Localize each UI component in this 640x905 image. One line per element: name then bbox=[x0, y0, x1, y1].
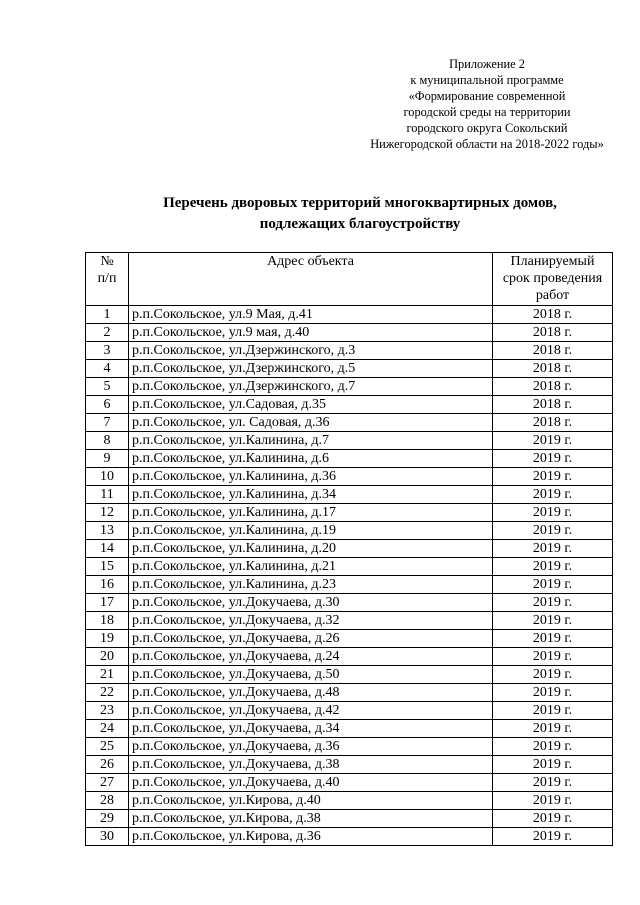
row-number: 11 bbox=[86, 486, 129, 504]
row-number: 10 bbox=[86, 468, 129, 486]
row-year: 2019 г. bbox=[493, 792, 613, 810]
row-number: 4 bbox=[86, 360, 129, 378]
row-number: 27 bbox=[86, 774, 129, 792]
row-number: 25 bbox=[86, 738, 129, 756]
row-year: 2019 г. bbox=[493, 684, 613, 702]
table-row bbox=[86, 792, 613, 810]
table-row bbox=[86, 360, 613, 378]
appendix-line: Нижегородской области на 2018-2022 годы» bbox=[370, 137, 604, 151]
table-row bbox=[86, 342, 613, 360]
row-year: 2019 г. bbox=[493, 432, 613, 450]
row-address: р.п.Сокольское, ул.Дзержинского, д.5 bbox=[129, 360, 493, 378]
row-year: 2019 г. bbox=[493, 504, 613, 522]
table-row bbox=[86, 432, 613, 450]
table-row bbox=[86, 684, 613, 702]
header-term-line: срок проведения bbox=[502, 271, 603, 286]
table-row bbox=[86, 414, 613, 432]
row-number: 8 bbox=[86, 432, 129, 450]
row-number: 30 bbox=[86, 828, 129, 846]
row-year: 2019 г. bbox=[493, 720, 613, 738]
row-number: 1 bbox=[86, 306, 129, 324]
row-address: р.п.Сокольское, ул.Садовая, д.35 bbox=[129, 396, 493, 414]
row-year: 2019 г. bbox=[493, 612, 613, 630]
row-number: 19 bbox=[86, 630, 129, 648]
row-year: 2019 г. bbox=[493, 666, 613, 684]
row-address: р.п.Сокольское, ул. Садовая, д.36 bbox=[129, 414, 493, 432]
table-row bbox=[86, 396, 613, 414]
header-address: Адрес объекта bbox=[129, 253, 493, 306]
row-number: 20 bbox=[86, 648, 129, 666]
row-address: р.п.Сокольское, ул.Докучаева, д.24 bbox=[129, 648, 493, 666]
row-address: р.п.Сокольское, ул.Докучаева, д.42 bbox=[129, 702, 493, 720]
row-address: р.п.Сокольское, ул.Калинина, д.21 bbox=[129, 558, 493, 576]
table-row bbox=[86, 450, 613, 468]
row-address: р.п.Сокольское, ул.Дзержинского, д.7 bbox=[129, 378, 493, 396]
table-row bbox=[86, 594, 613, 612]
row-number: 6 bbox=[86, 396, 129, 414]
row-address: р.п.Сокольское, ул.Калинина, д.23 bbox=[129, 576, 493, 594]
header-term-line: работ bbox=[535, 288, 570, 303]
table-row bbox=[86, 558, 613, 576]
row-number: 21 bbox=[86, 666, 129, 684]
row-address: р.п.Сокольское, ул.Докучаева, д.50 bbox=[129, 666, 493, 684]
row-year: 2018 г. bbox=[493, 396, 613, 414]
row-year: 2019 г. bbox=[493, 630, 613, 648]
row-year: 2019 г. bbox=[493, 540, 613, 558]
row-year: 2019 г. bbox=[493, 702, 613, 720]
row-number: 15 bbox=[86, 558, 129, 576]
row-number: 18 bbox=[86, 612, 129, 630]
table-row bbox=[86, 828, 613, 846]
row-address: р.п.Сокольское, ул.9 Мая, д.41 bbox=[129, 306, 493, 324]
header-term bbox=[493, 253, 613, 306]
table-row bbox=[86, 486, 613, 504]
table-row bbox=[86, 324, 613, 342]
row-address: р.п.Сокольское, ул.Калинина, д.36 bbox=[129, 468, 493, 486]
row-number: 3 bbox=[86, 342, 129, 360]
table-row bbox=[86, 378, 613, 396]
table-row bbox=[86, 756, 613, 774]
table-row bbox=[86, 720, 613, 738]
row-address: р.п.Сокольское, ул.Докучаева, д.38 bbox=[129, 756, 493, 774]
row-address: р.п.Сокольское, ул.Докучаева, д.34 bbox=[129, 720, 493, 738]
row-number: 12 bbox=[86, 504, 129, 522]
appendix-line: городского округа Сокольский bbox=[406, 121, 568, 135]
table-row bbox=[86, 702, 613, 720]
header-number-line: п/п bbox=[97, 271, 117, 286]
row-address: р.п.Сокольское, ул.Докучаева, д.36 bbox=[129, 738, 493, 756]
row-address: р.п.Сокольское, ул.Докучаева, д.48 bbox=[129, 684, 493, 702]
row-address: р.п.Сокольское, ул.9 мая, д.40 bbox=[129, 324, 493, 342]
row-year: 2019 г. bbox=[493, 486, 613, 504]
row-year: 2018 г. bbox=[493, 306, 613, 324]
row-address: р.п.Сокольское, ул.Кирова, д.36 bbox=[129, 828, 493, 846]
table-row bbox=[86, 504, 613, 522]
row-address: р.п.Сокольское, ул.Докучаева, д.30 bbox=[129, 594, 493, 612]
row-year: 2018 г. bbox=[493, 414, 613, 432]
row-number: 5 bbox=[86, 378, 129, 396]
row-number: 9 bbox=[86, 450, 129, 468]
row-address: р.п.Сокольское, ул.Докучаева, д.32 bbox=[129, 612, 493, 630]
row-number: 22 bbox=[86, 684, 129, 702]
row-year: 2019 г. bbox=[493, 522, 613, 540]
title-line-1: Перечень дворовых территорий многоквартирных домов, bbox=[163, 195, 557, 211]
row-year: 2019 г. bbox=[493, 648, 613, 666]
header-term-line: Планируемый bbox=[510, 254, 595, 269]
row-number: 23 bbox=[86, 702, 129, 720]
row-address: р.п.Сокольское, ул.Кирова, д.40 bbox=[129, 792, 493, 810]
appendix-line: «Формирование современной bbox=[408, 89, 566, 103]
row-year: 2019 г. bbox=[493, 774, 613, 792]
table-row bbox=[86, 774, 613, 792]
row-year: 2019 г. bbox=[493, 810, 613, 828]
table-row bbox=[86, 306, 613, 324]
territories-table bbox=[85, 252, 613, 846]
row-number: 24 bbox=[86, 720, 129, 738]
header-number bbox=[86, 253, 129, 306]
row-year: 2018 г. bbox=[493, 324, 613, 342]
row-number: 13 bbox=[86, 522, 129, 540]
table-header-row bbox=[86, 253, 613, 306]
row-year: 2018 г. bbox=[493, 342, 613, 360]
row-address: р.п.Сокольское, ул.Калинина, д.34 bbox=[129, 486, 493, 504]
row-address: р.п.Сокольское, ул.Докучаева, д.26 bbox=[129, 630, 493, 648]
table-row bbox=[86, 630, 613, 648]
row-year: 2019 г. bbox=[493, 450, 613, 468]
title-line-2: подлежащих благоустройству bbox=[259, 216, 461, 232]
table-row bbox=[86, 612, 613, 630]
table-row bbox=[86, 540, 613, 558]
table-row bbox=[86, 522, 613, 540]
row-address: р.п.Сокольское, ул.Дзержинского, д.3 bbox=[129, 342, 493, 360]
table-row bbox=[86, 576, 613, 594]
table-row bbox=[86, 468, 613, 486]
row-year: 2019 г. bbox=[493, 558, 613, 576]
row-number: 16 bbox=[86, 576, 129, 594]
appendix-line: Приложение 2 bbox=[449, 57, 525, 71]
row-year: 2019 г. bbox=[493, 594, 613, 612]
row-number: 17 bbox=[86, 594, 129, 612]
row-year: 2019 г. bbox=[493, 828, 613, 846]
row-number: 2 bbox=[86, 324, 129, 342]
row-number: 14 bbox=[86, 540, 129, 558]
table-row bbox=[86, 666, 613, 684]
appendix-note bbox=[360, 56, 614, 152]
row-address: р.п.Сокольское, ул.Докучаева, д.40 bbox=[129, 774, 493, 792]
row-number: 7 bbox=[86, 414, 129, 432]
row-year: 2019 г. bbox=[493, 738, 613, 756]
row-address: р.п.Сокольское, ул.Калинина, д.19 bbox=[129, 522, 493, 540]
row-address: р.п.Сокольское, ул.Кирова, д.38 bbox=[129, 810, 493, 828]
row-address: р.п.Сокольское, ул.Калинина, д.17 bbox=[129, 504, 493, 522]
row-year: 2019 г. bbox=[493, 576, 613, 594]
table-row bbox=[86, 810, 613, 828]
row-number: 28 bbox=[86, 792, 129, 810]
header-number-line: № bbox=[100, 254, 114, 269]
row-number: 29 bbox=[86, 810, 129, 828]
table-row bbox=[86, 738, 613, 756]
document-title bbox=[80, 193, 640, 235]
appendix-line: городской среды на территории bbox=[403, 105, 571, 119]
row-number: 26 bbox=[86, 756, 129, 774]
row-year: 2018 г. bbox=[493, 378, 613, 396]
appendix-line: к муниципальной программе bbox=[410, 73, 564, 87]
table-row bbox=[86, 648, 613, 666]
row-address: р.п.Сокольское, ул.Калинина, д.7 bbox=[129, 432, 493, 450]
row-year: 2018 г. bbox=[493, 360, 613, 378]
row-address: р.п.Сокольское, ул.Калинина, д.20 bbox=[129, 540, 493, 558]
row-year: 2019 г. bbox=[493, 756, 613, 774]
row-year: 2019 г. bbox=[493, 468, 613, 486]
row-address: р.п.Сокольское, ул.Калинина, д.6 bbox=[129, 450, 493, 468]
